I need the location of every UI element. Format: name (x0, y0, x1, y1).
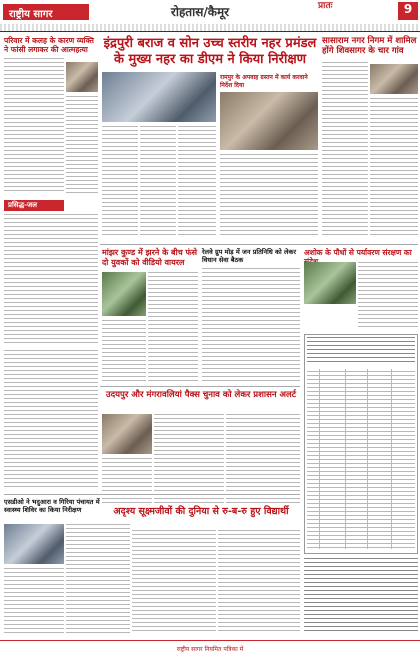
left-top-text (4, 58, 64, 193)
edition-title: रोहतास/कैमूर (170, 5, 230, 19)
mid-left-headline: मांझर कुण्ड में झरने के बीच फंसे दो युवकों को वीडियो वायरल (102, 248, 198, 267)
main-text-col-3 (178, 126, 216, 238)
bottom-text-6 (132, 530, 216, 634)
left-lower-text (4, 350, 98, 490)
bottom-headline-2: अदृश्य सूक्ष्मजीवों की दुनिया से रु-ब-रु हुए विद्यार्थी (113, 506, 289, 517)
bottom-story-2 (102, 506, 300, 517)
left-top-headline: परिवार में कलह के कारण व्यक्ति ने फांसी लगाकर की आत्महत्या (4, 36, 94, 54)
masthead-strip (0, 24, 420, 31)
mid-left-text-2 (102, 320, 146, 384)
mid-right-headline: अशोक के पौधों से पर्यावरण संरक्षण का (304, 248, 412, 257)
mid-left-photo (102, 272, 146, 316)
main-text-col-2 (140, 126, 176, 238)
main-photo-1 (102, 72, 216, 122)
paper-name: प्रातः (318, 1, 333, 11)
mid-center-headline: रेलवे ग्रुप मोड़ में जन प्रतिनिधि को लेकर विधान सेवा बैठक (202, 248, 297, 264)
bottom-left-story (4, 498, 100, 514)
bottom-text-2 (226, 414, 300, 504)
main-text-col-4 (220, 154, 318, 238)
main-headline: इंद्रपुरी बराज व सोन उच्च स्तरीय नहर प्रमंडल के मुख्य नहर का डीएम ने किया निरीक्षण (103, 36, 317, 67)
notice-table (304, 334, 418, 554)
left-box (4, 200, 98, 211)
footer-note: राष्ट्रीय सागर नियमित पत्रिका में (176, 646, 244, 653)
notice-header-text (307, 337, 415, 365)
main-subhead: रामपुर के अपवाह ग्रस्तन में कार्य करवाने निर्देश दिया (220, 74, 308, 89)
bottom-text-1 (154, 414, 224, 504)
mid-right-text (358, 262, 418, 330)
main-subhead-box (220, 74, 318, 90)
main-text-col-1 (102, 126, 138, 238)
masthead-meta (318, 3, 398, 10)
bottom-headline-1: उदयपुर और मंगरावलियां पैक्स चुनाव को लेकर प्रशासन अलर्ट (105, 390, 297, 400)
divider-lower (100, 386, 300, 387)
mid-center-story (202, 248, 300, 264)
right-top-text-1 (322, 62, 368, 238)
divider-mid (100, 244, 418, 245)
footer (0, 640, 420, 658)
notice-table-rows (307, 371, 415, 549)
mid-right-photo (304, 262, 356, 304)
left-box-text (4, 214, 98, 344)
bottom-text-5 (4, 568, 64, 634)
right-top-photo (370, 64, 418, 94)
right-top-headline: सासाराम नगर निगम में शामिल होंगे शिवसागर के चार गांव (322, 36, 417, 56)
divider-bottom (4, 494, 300, 495)
mid-left-story (102, 248, 198, 268)
left-top-text-2 (66, 96, 98, 193)
mid-left-text (148, 272, 198, 384)
page-number: 9 (398, 2, 418, 20)
right-top-story (322, 36, 418, 56)
bottom-text-3 (102, 458, 152, 504)
right-bottom-text (304, 558, 418, 634)
main-photo-2 (220, 92, 318, 150)
bottom-left-photo (4, 524, 64, 564)
mid-center-text (202, 268, 300, 384)
bottom-text-7 (218, 530, 300, 634)
main-story (102, 36, 318, 68)
left-top-photo (66, 62, 98, 92)
bottom-left-headline: एसडीओ ने भदुआरा व गिरिया पंचायत में स्वास्थ्य शिविर का किया निरीक्षण (4, 498, 100, 514)
bottom-photo-1 (102, 414, 152, 454)
masthead (0, 0, 420, 32)
left-top-story (4, 36, 98, 54)
section-label: राष्ट्रीय सागर (3, 4, 89, 20)
left-box-title: प्रसिद्ध-जल (4, 200, 64, 211)
bottom-story-1 (102, 390, 300, 400)
right-top-text-2 (370, 98, 418, 238)
bottom-text-4 (66, 524, 130, 634)
